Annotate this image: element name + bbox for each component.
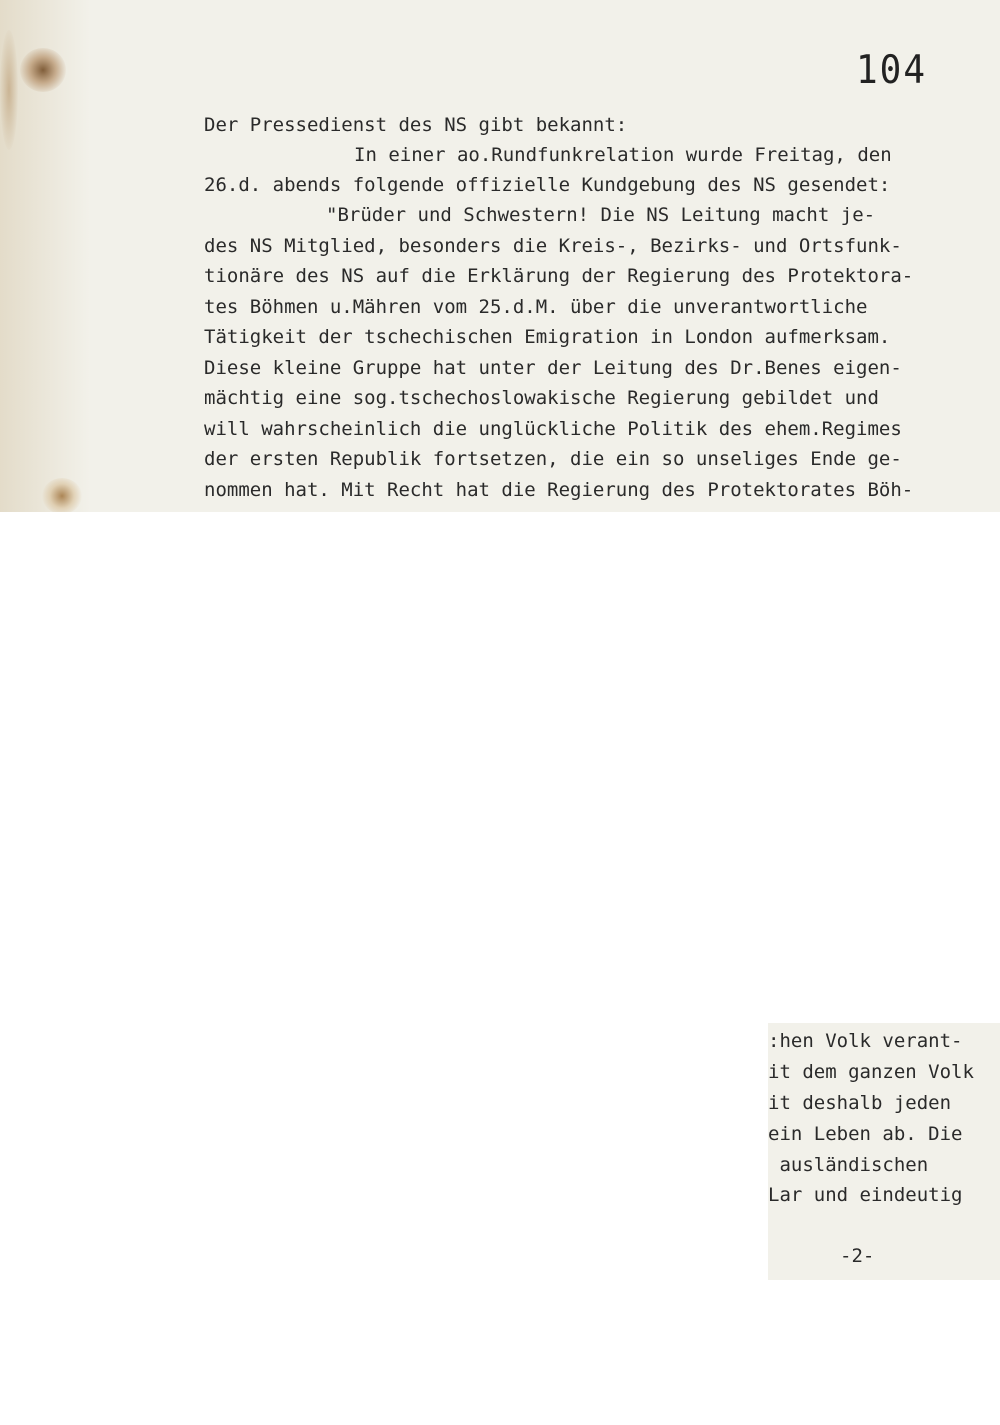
text-line: it deshalb jeden — [768, 1092, 952, 1114]
paper-stain — [0, 30, 18, 150]
text-line: :hen Volk verant- — [768, 1030, 963, 1052]
text-line: der ersten Republik fortsetzen, die ein so unseliges Ende ge- — [204, 448, 902, 470]
text-line: Diese kleine Gruppe hat unter der Leitung des Dr.Benes eigen- — [204, 357, 902, 379]
text-line: it dem ganzen Volk — [768, 1061, 974, 1083]
text-line: will wahrscheinlich die unglückliche Politik des ehem.Regimes — [204, 418, 902, 440]
document-fragment-top — [0, 0, 1000, 512]
text-line: ein Leben ab. Die — [768, 1123, 963, 1145]
text-line: mächtig eine sog.tschechoslowakische Regierung gebildet und — [204, 387, 879, 409]
text-line: Der Pressedienst des NS gibt bekannt: — [204, 114, 628, 136]
text-line: nommen hat. Mit Recht hat die Regierung des Protektorates Böh- — [204, 479, 914, 501]
text-line: In einer ao.Rundfunkrelation wurde Freitag, den — [354, 144, 892, 166]
text-line: des NS Mitglied, besonders die Kreis-, Bezirks- und Ortsfunk- — [204, 235, 902, 257]
text-line: Tätigkeit der tschechischen Emigration in London aufmerksam. — [204, 326, 891, 348]
text-line: "Brüder und Schwestern! Die NS Leitung macht je- — [326, 204, 876, 226]
page-number: 104 — [856, 47, 928, 94]
page-footer-marker: -2- — [840, 1245, 875, 1267]
text-line: 26.d. abends folgende offizielle Kundgebung des NS gesendet: — [204, 174, 891, 196]
text-line: ausländischen — [768, 1154, 929, 1176]
paper-stain — [20, 48, 66, 92]
text-line: tes Böhmen u.Mähren vom 25.d.M. über die unverantwortliche — [204, 296, 868, 318]
paper-stain — [42, 478, 82, 512]
text-line: tionäre des NS auf die Erklärung der Regierung des Protektora- — [204, 265, 914, 287]
document-fragment-bottom — [768, 1023, 1000, 1280]
text-line: Lar und eindeutig — [768, 1184, 963, 1206]
